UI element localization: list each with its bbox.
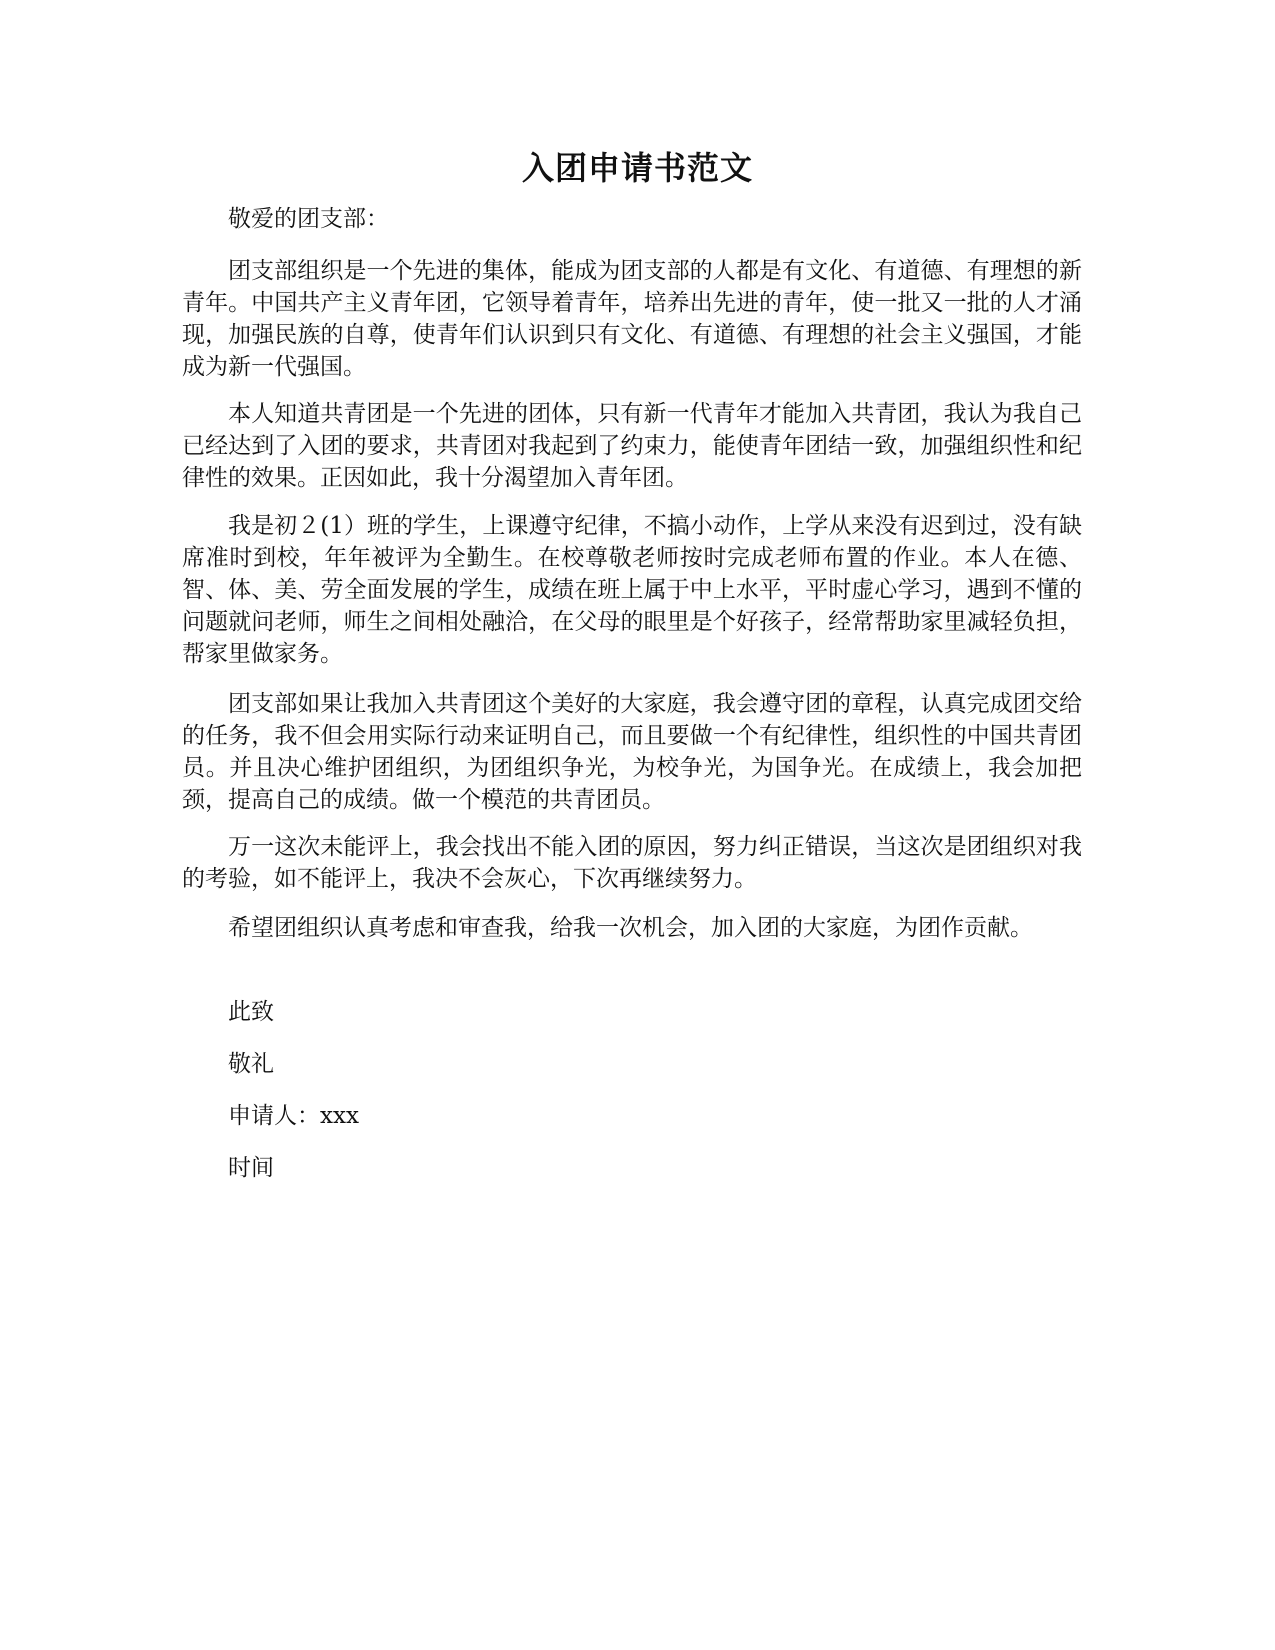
date-line: 时间 [228,1155,274,1181]
salutation: 敬爱的团支部： [228,206,389,232]
regards-text: 敬礼 [228,1051,274,1077]
paragraph-6: 希望团组织认真考虑和审查我，给我一次机会，加入团的大家庭，为团作贡献。 [228,915,1033,941]
paragraph-4: 团支部如果让我加入共青团这个美好的大家庭，我会遵守团的章程，认真完成团交给的任务，我不但会用实际行动来证明自己，而且要做一个有纪律性，组织性的中国共青团员。并且决心维护团组织，为团组织争光，为校争光，为国争光。在成绩上，我会加把颈，提高自己的成绩。做一个模范的共青团员。 [182,691,1082,813]
paragraph-1: 团支部组织是一个先进的集体，能成为团支部的人都是有文化、有道德、有理想的新青年。中国共产主义青年团，它领导着青年，培养出先进的青年，使一批又一批的人才涌现，加强民族的自尊，使青年们认识到只有文化、有道德、有理想的社会主义强国，才能成为新一代强国。 [182,258,1082,380]
document-title: 入团申请书范文 [521,149,753,187]
paragraph-3: 我是初２(1）班的学生，上课遵守纪律，不搞小动作，上学从来没有迟到过，没有缺席准时到校，年年被评为全勤生。在校尊敬老师按时完成老师布置的作业。本人在德、智、体、美、劳全面发展的学生，成绩在班上属于中上水平，平时虚心学习，遇到不懂的问题就问老师，师生之间相处融洽，在父母的眼里是个好孩子，经常帮助家里减轻负担，帮家里做家务。 [182,513,1082,667]
paragraph-2: 本人知道共青团是一个先进的团体，只有新一代青年才能加入共青团，我认为我自己已经达到了入团的要求，共青团对我起到了约束力，能使青年团结一致，加强组织性和纪律性的效果。正因如此，我十分渴望加入青年团。 [182,401,1082,491]
closing-text: 此致 [228,999,274,1025]
paragraph-5: 万一这次未能评上，我会找出不能入团的原因，努力纠正错误，当这次是团组织对我的考验，如不能评上，我决不会灰心，下次再继续努力。 [182,834,1082,892]
applicant-line: 申请人：xxx [228,1103,359,1129]
